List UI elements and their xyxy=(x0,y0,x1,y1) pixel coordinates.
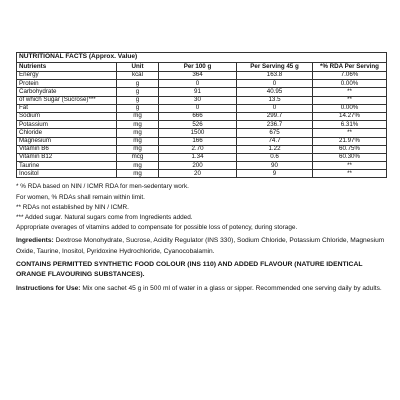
value-rda: 0.00% xyxy=(313,104,387,112)
value-per-serving: 236.7 xyxy=(237,121,313,129)
value-per-serving: 13.5 xyxy=(237,96,313,104)
nutrient-unit: mg xyxy=(117,170,159,178)
nutrient-name: Potassium xyxy=(17,121,117,129)
nutrient-name: Protein xyxy=(17,80,117,88)
header-per-100g: Per 100 g xyxy=(159,63,237,72)
table-title-row xyxy=(17,53,387,63)
note-rda-women: For women, % RDAs shall remain within limit. xyxy=(16,193,145,201)
value-rda: 0.00% xyxy=(313,80,387,88)
value-per-serving: 1.22 xyxy=(237,145,313,153)
value-per-serving: 90 xyxy=(237,162,313,170)
value-per-serving: 74.7 xyxy=(237,137,313,145)
nutrient-unit: g xyxy=(117,104,159,112)
table-row xyxy=(17,72,387,80)
instructions-text: Mix one sachet 45 g in 500 ml of water in a glass or sipper. Recommended one serving daily by adults. xyxy=(80,284,382,292)
nutrient-name: of which Sugar (Sucrose)*** xyxy=(17,96,117,104)
value-rda: 60.30% xyxy=(313,153,387,161)
value-rda: 21.97% xyxy=(313,137,387,145)
value-rda: 14.27% xyxy=(313,112,387,120)
nutrient-unit: g xyxy=(117,96,159,104)
nutrient-name: Inositol xyxy=(17,170,117,178)
instructions-label: Instructions for Use: xyxy=(16,284,81,292)
header-unit: Unit xyxy=(117,63,159,72)
nutrient-unit: mg xyxy=(117,145,159,153)
ingredients-label: Ingredients: xyxy=(16,237,54,245)
table-row xyxy=(17,88,387,96)
table-row xyxy=(17,153,387,161)
nutrient-unit: kcal xyxy=(117,72,159,80)
table-row xyxy=(17,96,387,104)
nutrient-name: Chloride xyxy=(17,129,117,137)
note-overages: Appropriate overages of vitamins added to compensate for possible loss of potency, during storage. xyxy=(16,224,298,232)
table-row xyxy=(17,145,387,153)
value-per-100g: 20 xyxy=(159,170,237,178)
value-per-100g: 200 xyxy=(159,162,237,170)
header-nutrients: Nutrients xyxy=(17,63,117,72)
header-rda: *% RDA Per Serving xyxy=(313,63,387,72)
footnotes xyxy=(16,182,386,233)
value-per-serving: 163.8 xyxy=(237,72,313,80)
value-rda: 6.31% xyxy=(313,121,387,129)
nutrient-name: Fat xyxy=(17,104,117,112)
value-per-100g: 91 xyxy=(159,88,237,96)
table-row xyxy=(17,162,387,170)
nutrient-unit: mg xyxy=(117,121,159,129)
nutrient-unit: mcg xyxy=(117,153,159,161)
value-per-100g: 0 xyxy=(159,80,237,88)
nutrient-unit: mg xyxy=(117,129,159,137)
value-rda: 7.06% xyxy=(313,72,387,80)
value-rda: ** xyxy=(313,162,387,170)
table-header-row xyxy=(17,63,387,72)
nutrient-name: Energy xyxy=(17,72,117,80)
value-per-100g: 30 xyxy=(159,96,237,104)
table-row xyxy=(17,121,387,129)
ingredients-text: Dextrose Monohydrate, Sucrose, Acidity Regulator (INS 330), Sodium Chloride, Potassium Chloride, Magnesium Oxide, Taurine, Inositol, Pyridoxine Hydrochloride, Cyanocobalamin. xyxy=(16,237,385,255)
value-per-100g: 0 xyxy=(159,104,237,112)
table-row xyxy=(17,137,387,145)
table-row xyxy=(17,80,387,88)
value-per-100g: 526 xyxy=(159,121,237,129)
nutrient-name: Sodium xyxy=(17,112,117,120)
value-per-serving: 299.7 xyxy=(237,112,313,120)
value-rda: ** xyxy=(313,129,387,137)
nutrient-unit: mg xyxy=(117,112,159,120)
value-per-100g: 1500 xyxy=(159,129,237,137)
nutrient-unit: mg xyxy=(117,162,159,170)
nutrient-name: Magnesium xyxy=(17,137,117,145)
header-per-serving: Per Serving 45 g xyxy=(237,63,313,72)
table-row xyxy=(17,112,387,120)
value-rda: ** xyxy=(313,96,387,104)
value-per-100g: 2.70 xyxy=(159,145,237,153)
table-row xyxy=(17,104,387,112)
instructions xyxy=(16,284,386,294)
value-rda: ** xyxy=(313,88,387,96)
nutrition-facts-table xyxy=(16,52,387,178)
value-rda: 60.75% xyxy=(313,145,387,153)
value-per-100g: 166 xyxy=(159,137,237,145)
nutrient-name: Taurine xyxy=(17,162,117,170)
table-row xyxy=(17,129,387,137)
value-per-100g: 666 xyxy=(159,112,237,120)
note-rda-not-established: ** RDAs not established by NIN / ICMR. xyxy=(16,203,129,211)
value-per-serving: 0 xyxy=(237,80,313,88)
colour-flavour-warning: CONTAINS PERMITTED SYNTHETIC FOOD COLOUR (INS 110) AND ADDED FLAVOUR (NATURE IDENTICAL ORANGE FLAVOURING SUBSTANCES). xyxy=(16,261,363,279)
ingredients xyxy=(16,236,386,257)
value-per-100g: 364 xyxy=(159,72,237,80)
note-rda-basis: * % RDA based on NIN / ICMR RDA for men-sedentary work. xyxy=(16,183,189,191)
value-per-100g: 1.34 xyxy=(159,153,237,161)
table-title: NUTRITIONAL FACTS (Approx. Value) xyxy=(17,53,387,63)
table-row xyxy=(17,170,387,178)
nutrient-name: Carbohydrate xyxy=(17,88,117,96)
nutrient-unit: g xyxy=(117,80,159,88)
nutrient-unit: mg xyxy=(117,137,159,145)
value-per-serving: 675 xyxy=(237,129,313,137)
note-added-sugar: *** Added sugar. Natural sugars come from Ingredients added. xyxy=(16,214,193,222)
value-per-serving: 40.95 xyxy=(237,88,313,96)
value-per-serving: 0.6 xyxy=(237,153,313,161)
value-per-serving: 0 xyxy=(237,104,313,112)
nutrient-name: Vitamin B6 xyxy=(17,145,117,153)
nutrient-name: Vitamin B12 xyxy=(17,153,117,161)
nutrition-label xyxy=(16,52,386,294)
nutrient-unit: g xyxy=(117,88,159,96)
value-rda: ** xyxy=(313,170,387,178)
value-per-serving: 9 xyxy=(237,170,313,178)
